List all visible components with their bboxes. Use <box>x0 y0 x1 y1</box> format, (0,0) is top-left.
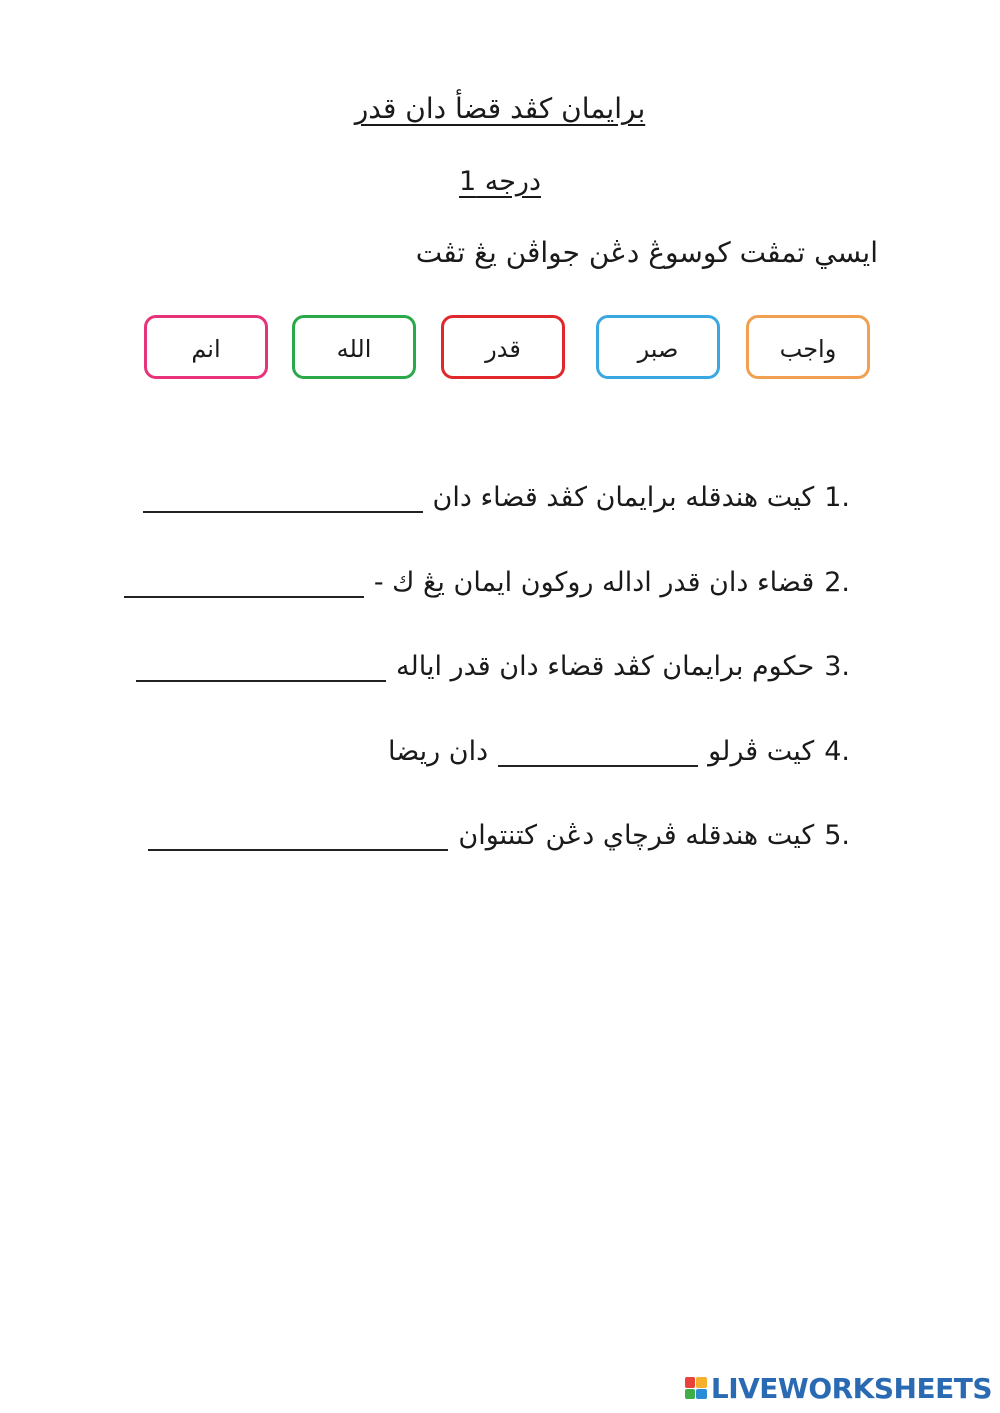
worksheet-title-text: برايمان كڤد قضأ دان قدر <box>354 92 646 125</box>
question-number: 4. <box>824 736 850 767</box>
liveworksheets-logo <box>685 1373 992 1403</box>
logo-text: LIVEWORKSHEETS <box>710 1371 992 1405</box>
word-bank-item[interactable] <box>441 315 565 379</box>
answer-blank[interactable] <box>136 652 386 682</box>
question-text: كيت هندقله برايمان كڤد قضاء دان <box>432 482 815 513</box>
word-bank-item[interactable] <box>144 315 268 379</box>
question-1 <box>143 482 850 513</box>
word-bank-item-label: واجب <box>779 335 837 363</box>
word-bank-item-label: صبر <box>637 335 679 363</box>
word-bank-item[interactable] <box>596 315 720 379</box>
question-4 <box>388 736 850 767</box>
word-bank-item[interactable] <box>746 315 870 379</box>
question-3 <box>136 651 850 682</box>
word-bank-item[interactable] <box>292 315 416 379</box>
question-number: 1. <box>824 482 850 513</box>
word-bank-item-label: انم <box>191 335 221 363</box>
answer-blank[interactable] <box>148 821 448 851</box>
question-number: 3. <box>824 651 850 682</box>
worksheet-title <box>0 92 1000 125</box>
question-text-after: دان ريضا <box>388 736 489 767</box>
question-text: قضاء دان قدر اداله روكون ايمان يڠ ك - <box>373 567 815 598</box>
answer-blank[interactable] <box>498 737 698 767</box>
instruction-text: ايسي تمڤت كوسوڠ دڠن جواڤن يڠ تڤت <box>415 236 878 269</box>
question-text-before: كيت ڤرلو <box>708 736 815 767</box>
question-2 <box>124 567 850 598</box>
answer-blank[interactable] <box>143 483 423 513</box>
grade-label: درجه 1 <box>459 166 541 197</box>
logo-squares-icon <box>685 1377 707 1399</box>
word-bank <box>0 315 1000 385</box>
word-bank-item-label: قدر <box>485 335 521 363</box>
question-text: حكوم برايمان كڤد قضاء دان قدر اياله <box>396 651 815 682</box>
question-text: كيت هندقله ڤرچاي دڠن كتنتوان <box>458 820 815 851</box>
answer-blank[interactable] <box>124 568 364 598</box>
question-number: 5. <box>824 820 850 851</box>
worksheet-subtitle <box>0 166 1000 197</box>
word-bank-item-label: الله <box>336 335 372 363</box>
question-5 <box>148 820 850 851</box>
question-number: 2. <box>824 567 850 598</box>
